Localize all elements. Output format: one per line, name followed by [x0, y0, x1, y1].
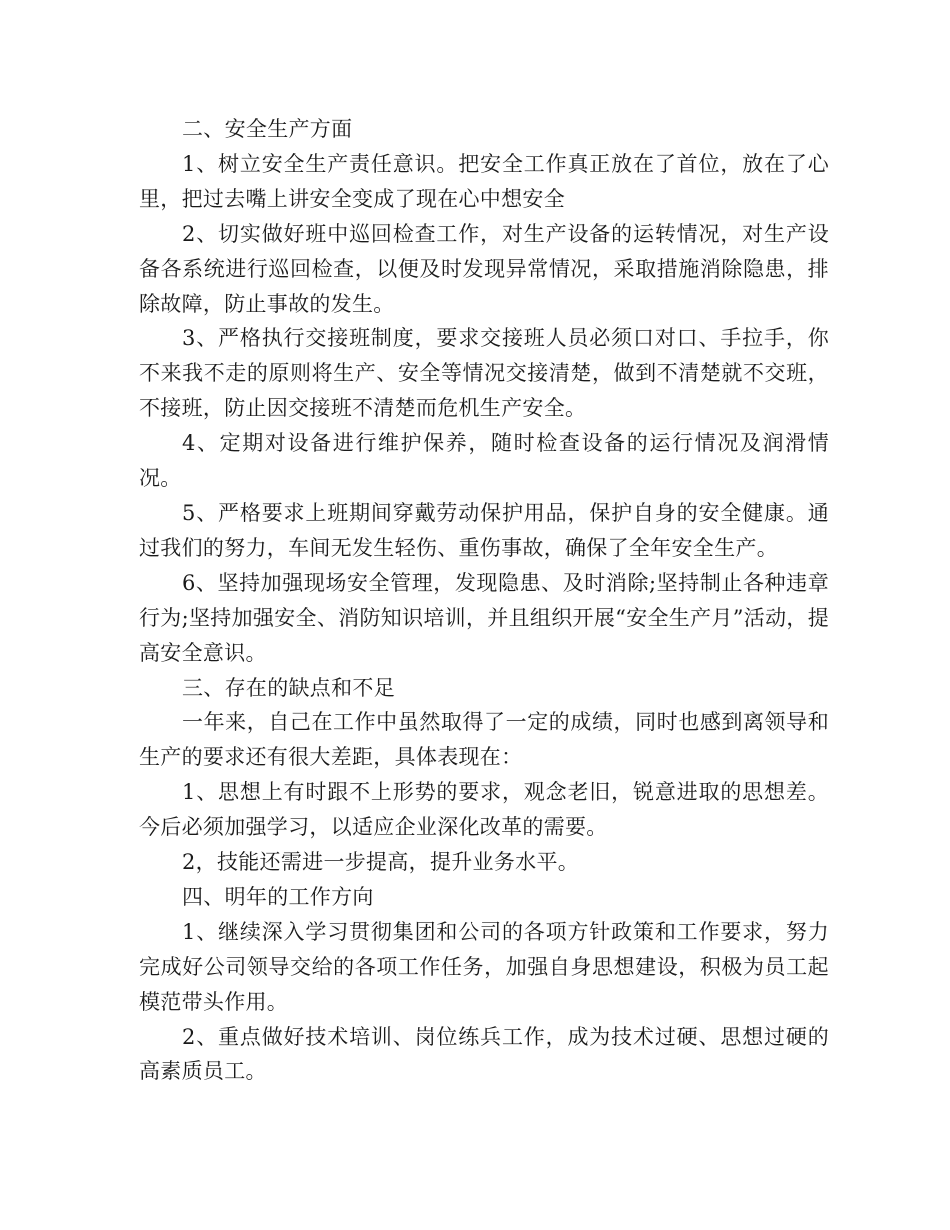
paragraph: 1、树立安全生产责任意识。把安全工作真正放在了首位，放在了心里，把过去嘴上讲安全变成了现在心中想安全: [139, 151, 829, 211]
paragraph: 2、重点做好技术培训、岗位练兵工作，成为技术过硬、思想过硬的高素质员工。: [139, 1024, 829, 1084]
section-heading-shortcomings: 三、存在的缺点和不足: [182, 675, 395, 700]
paragraph: 2、切实做好班中巡回检查工作，对生产设备的运转情况，对生产设备各系统进行巡回检查，以便及时发现异常情况，采取措施消除隐患，排除故障，防止事故的发生。: [139, 221, 829, 316]
paragraph: 5、严格要求上班期间穿戴劳动保护用品，保护自身的安全健康。通过我们的努力，车间无发生轻伤、重伤事故，确保了全年安全生产。: [139, 500, 829, 560]
paragraph: 1、继续深入学习贯彻集团和公司的各项方针政策和工作要求，努力完成好公司领导交给的各项工作任务，加强自身思想建设，积极为员工起模范带头作用。: [139, 919, 829, 1014]
paragraph: 1、思想上有时跟不上形势的要求，观念老旧，锐意进取的思想差。今后必须加强学习，以适应企业深化改革的需要。: [139, 780, 829, 840]
section-heading-next-year: 四、明年的工作方向: [182, 884, 374, 909]
document-page: [139, 112, 829, 1089]
paragraph: 4、定期对设备进行维护保养，随时检查设备的运行情况及润滑情况。: [139, 431, 829, 491]
paragraph: 6、坚持加强现场安全管理，发现隐患、及时消除;坚持制止各种违章行为;坚持加强安全、消防知识培训，并且组织开展“安全生产月”活动，提高安全意识。: [139, 570, 829, 665]
section-heading-safety: 二、安全生产方面: [182, 117, 353, 141]
paragraph: 一年来，自己在工作中虽然取得了一定的成绩，同时也感到离领导和生产的要求还有很大差距，具体表现在：: [139, 710, 829, 770]
paragraph: 2，技能还需进一步提高，提升业务水平。: [182, 850, 580, 875]
paragraph: 3、严格执行交接班制度，要求交接班人员必须口对口、手拉手，你不来我不走的原则将生产、安全等情况交接清楚，做到不清楚就不交班，不接班，防止因交接班不清楚而危机生产安全。: [139, 326, 829, 421]
